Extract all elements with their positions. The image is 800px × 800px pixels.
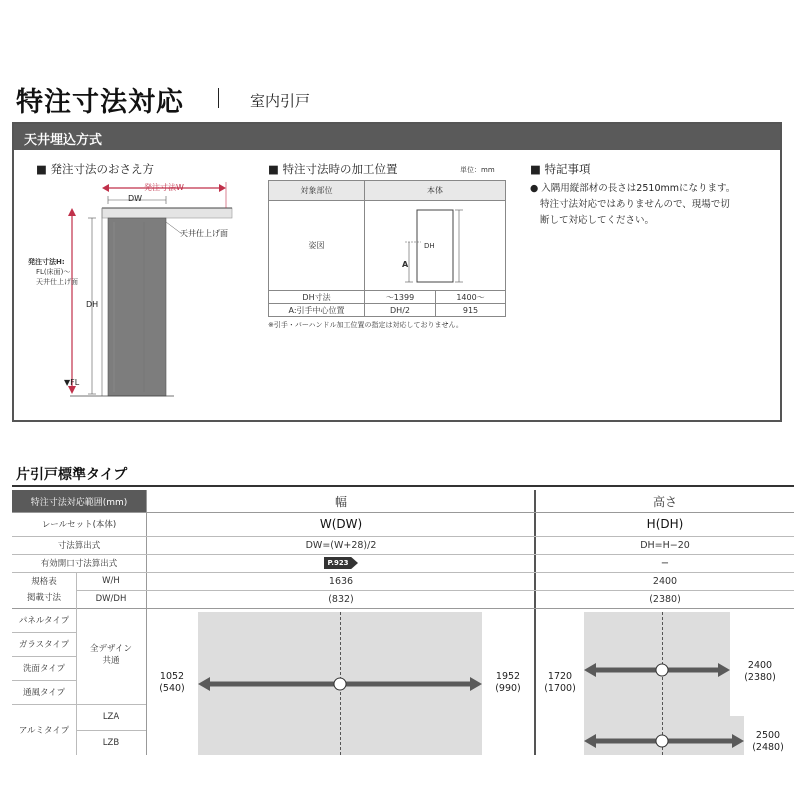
dw-label: DW <box>128 194 143 203</box>
notes-heading: ■ 特記事項 <box>530 162 591 176</box>
height-range-arrow-a <box>584 662 730 678</box>
height-range-arrow-b <box>584 733 744 749</box>
standard-type-title: 片引戸標準タイプ <box>16 467 128 483</box>
width-header: 幅 <box>334 494 347 509</box>
row-dh-v1: ～1399 <box>365 291 436 304</box>
calc-height: DH=H−20 <box>640 539 690 551</box>
row-a-v2: 915 <box>436 304 506 317</box>
processing-note: ※引手・バーハンドル加工位置の指定は対応しておりません。 <box>268 321 463 329</box>
ceiling-finish-label: 天井仕上げ面 <box>180 229 228 238</box>
calc-width: DW=(W+28)/2 <box>305 539 377 551</box>
standard-type-table <box>12 490 794 755</box>
spec-dh-value: (2380) <box>649 593 681 605</box>
type-panel: パネルタイプ <box>18 616 70 626</box>
width-max: 1952 <box>495 671 521 682</box>
calc-row-label: 寸法算出式 <box>57 541 101 551</box>
spec-label-1: 規格表 <box>31 577 57 587</box>
note-line-1: ● 入隅用縦部材の長さは2510mmになります。 <box>530 183 736 194</box>
spec-dw-value: (832) <box>328 593 354 605</box>
note-line-3: 断して対応してください。 <box>540 215 655 226</box>
row-a-label: A:引手中心位置 <box>269 304 365 317</box>
height-max-a: 2400 <box>747 660 773 671</box>
ceiling-embed-panel <box>12 122 782 422</box>
rail-height: H(DH) <box>646 517 684 531</box>
height-header: 高さ <box>652 494 677 509</box>
spec-dwdh-label: DW/DH <box>95 594 127 604</box>
height-max-a-sub: (2380) <box>744 672 776 683</box>
height-max-b: 2500 <box>755 730 781 741</box>
col-divider-1 <box>146 490 147 755</box>
opening-height: − <box>660 557 670 569</box>
unit-label: 単位：mm <box>460 166 495 174</box>
row-dh-v2: 1400～ <box>436 291 506 304</box>
order-dimension-heading: ■ 発注寸法のおさえ方 <box>36 162 155 176</box>
type-ventilation: 通風タイプ <box>22 688 66 698</box>
page-subtitle: 室内引戸 <box>250 92 311 110</box>
width-min: 1052 <box>159 671 185 682</box>
width-max-sub: (990) <box>495 683 521 694</box>
rail-row-label: レールセット(本体) <box>41 520 117 530</box>
processing-table <box>268 180 506 317</box>
col-body: 本体 <box>365 181 506 201</box>
type-glass: ガラスタイプ <box>18 640 70 650</box>
note-line-2: 特注寸法対応ではありませんので、現場で切 <box>540 199 730 210</box>
row-a-v1: DH/2 <box>365 304 436 317</box>
page-ref-label[interactable]: P.923 <box>327 559 349 567</box>
width-min-sub: (540) <box>159 683 185 694</box>
type-aluminum: アルミタイプ <box>18 725 70 736</box>
fl-label: ▼FL <box>64 378 80 387</box>
spec-w-value: 1636 <box>328 575 354 587</box>
rail-width: W(DW) <box>319 517 363 531</box>
col-target: 対象部位 <box>269 181 365 201</box>
width-range-arrow <box>198 676 482 692</box>
type-washroom: 洗面タイプ <box>22 664 66 674</box>
door-figure-cell <box>365 201 506 291</box>
order-h-label-3: 天井仕上げ面 <box>36 278 78 286</box>
dh-label: DH <box>86 300 99 309</box>
spec-h-value: 2400 <box>652 575 678 587</box>
opening-row-label: 有効開口寸法算出式 <box>40 559 118 569</box>
page-title: 特注寸法対応 <box>16 87 184 118</box>
fig-dh-label: DH <box>424 242 435 250</box>
row-line <box>12 608 794 609</box>
fig-a-label: A <box>402 260 409 269</box>
title-divider <box>218 88 219 108</box>
lza-label: LZA <box>102 712 120 722</box>
order-w-label: 発注寸法W <box>144 183 184 192</box>
standard-type-rule <box>12 485 794 487</box>
spec-label-2: 掲載寸法 <box>26 593 61 603</box>
spec-wh-label: W/H <box>102 576 120 586</box>
height-min: 1720 <box>547 671 573 682</box>
row-dh-label: DH寸法 <box>269 291 365 304</box>
processing-position-heading: ■ 特注寸法時の加工位置 <box>268 162 398 176</box>
lzb-label: LZB <box>102 737 120 748</box>
row-figure-label: 姿図 <box>269 201 365 291</box>
all-design-label-2: 共通 <box>102 656 120 666</box>
height-min-sub: (1700) <box>544 683 576 694</box>
height-max-b-sub: (2480) <box>752 742 784 753</box>
order-h-label-1: 発注寸法H: <box>28 258 65 266</box>
range-header: 特注寸法対応範囲(mm) <box>30 497 128 508</box>
all-design-label-1: 全デザイン <box>90 644 132 654</box>
order-h-label-2: FL(床面)～ <box>36 268 71 276</box>
door-elevation-figure <box>365 202 505 290</box>
panel-header: 天井埋込方式 <box>14 124 780 150</box>
